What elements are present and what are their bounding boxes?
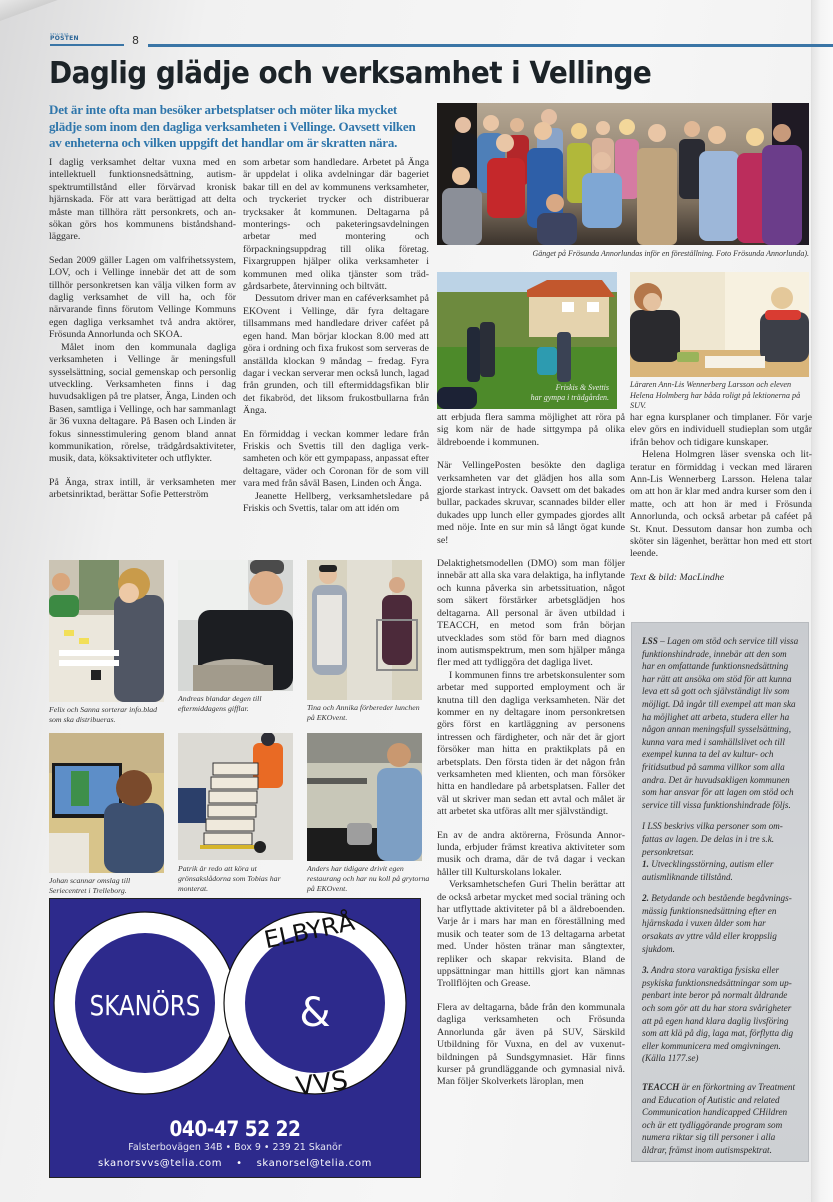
- ad-ampersand: &: [299, 990, 331, 1036]
- teacch-definition: [642, 1081, 799, 1157]
- tina-photo: [307, 560, 422, 700]
- page-number: 8: [132, 34, 139, 47]
- paragraph: Verksamhetschefen Guri Thelin berättar att de också arbetar mycket med social träning och har utflyttade aktiviteter på bl a äldreboenden. Varje år i mars har man en föreställning med musik och teater som de 13 deltagarna arbetat med. Under hösten tränar man sångtexter, repliker och skapar rekvisita. Bland de uppsättningar man hittills gjort kan nämnas Trollflöjten och Grease.: [437, 879, 625, 990]
- paragraph: En förmiddag i veckan kommer ledare från Friskis och Svettis till den dagliga verksamheten och kör ett gympapass, anpassat efter deltagare, väder och Coronan för de som vill vara med från såväl Basen, Linden och Änga.: [243, 428, 429, 490]
- newspaper-logo: [50, 33, 92, 42]
- johan-photo-caption: Johan scannar omslag till Seriecentret i Trelleborg.: [49, 876, 131, 895]
- item-text: Andra stora varaktiga fysiska eller psykiska funktionsnedsättningar som uppenbart inte beror på normalt åldrande och som gör att du har stora svårigheter att på egen hand klara daglig livsföring som att klä på dig, laga mat, förflytta dig eller kommunicera med omgivningen. (Källa 1177.se): [642, 965, 794, 1064]
- article-ingress: Det är inte ofta man besöker arbetsplatser och möter lika mycket glädje som inom den dagliga verksamheten i Vellinge. Oavsett vilken av enheterna och vilken uppgift det handlar om är skratten nära.: [49, 102, 416, 150]
- logo-small-text: VELLINGE: [50, 32, 69, 36]
- teacher-photo: [630, 272, 809, 377]
- andreas-photo: [178, 560, 293, 691]
- felix-photo-caption: Felix och Sanna sorterar info.blad som ska distribueras.: [49, 705, 158, 724]
- lss-intro-text: I LSS beskrivs vilka personer som omfattas av lagen. De delas in i tre s.k. personkretsar.: [642, 821, 783, 857]
- personkrets-2: [642, 892, 799, 955]
- ad-email-el[interactable]: skanorsel@telia.com: [256, 1158, 372, 1169]
- group-photo-caption: Gänget på Frösunda Annorlundas inför en föreställning. Foto Frösunda Annorlunda).: [532, 249, 809, 258]
- paragraph: Helena Holmgren läser svenska och litteratur en förmiddag i veckan med läraren Ann-Lis Wennerberg Larsson. Helena talar om att hon är klar med andra kurser som den i matte, och att hon är med i Frösunda Annorlunda, och också arbetar på caféet på St. Knut. Dessutom dansar hon zumba och sköter sin lägenhet, berättar hon med ett stort leende.: [630, 449, 812, 560]
- andreas-photo-image: [178, 560, 293, 691]
- group-photo-image: [437, 103, 809, 245]
- ad-brand-top: ELBYRÅ: [261, 907, 358, 955]
- article-column-2: [243, 157, 429, 515]
- ad-brand-left: SKANÖRS: [89, 989, 201, 1023]
- teacher-photo-caption: Läraren Ann-Lis Wennerberg Larsson och eleven Helena Holmberg har båda roligt på lektionerna på SUV.: [630, 380, 801, 410]
- andreas-photo-caption: Andreas blandar degen till eftermiddagens gifflar.: [178, 694, 262, 713]
- ad-brand-bottom: VVS: [294, 1065, 350, 1103]
- lss-factbox: [631, 622, 809, 1162]
- personkrets-1: [642, 858, 799, 883]
- group-photo: [437, 103, 809, 245]
- personkrets-3: [642, 964, 799, 1065]
- garden-photo-image: [437, 272, 617, 409]
- item-text: Utvecklingsstörning, autism eller autismliknande tillstånd.: [642, 859, 774, 882]
- ad-phone-number: 040-47 52 22: [169, 1117, 301, 1141]
- logo-text: POSTEN: [50, 35, 79, 42]
- ad-email-vvs[interactable]: skanorsvvs@telia.com: [98, 1158, 223, 1169]
- paragraph: I kommunen finns tre arbetskonsulenter som arbetar med supported employment och är knutna till den dagliga verksamheten. När det kommer en ny deltagare inom personkretsen görs först en kartläggning av personens intressen och färdigheter, och när det är gjort försöker man hitta en praktikplats på en arbetsplats. Den första tiden är det någon från verksamheten med klienten, och man försöker hitta en handledare på arbetsplatsen. Faller det väl ut skriver man sedan ett avtal och målet är att arbetet ska utföras allt mer självständigt.: [437, 669, 625, 818]
- paragraph: När VellingePosten besökte den dagliga verksamheten var det glädjen hos alla som gjorde starkast intryck. Oavsett om det bakades bullar, packades skruvar, scannades bilder eller dukades upp lunch eller gympades gjordes allt med nöje. Inte en sur min så långt ögat kunde se!: [437, 460, 625, 546]
- anders-photo-caption: Anders har tidigare drivit egen restaurang och har nu koll på grytorna på EKOvent.: [307, 864, 430, 893]
- paragraph: som arbetar som handledare. Arbetet på Änga är uppdelat i olika avdelningar där bageriet bakar till en del av kommunens verksamheter, och tryckeriet trycker och distribuerar trycksaker åt kommunen. Deltagarna på monterings- och paketeringsavdelningen arbetar med montering och förpackningsuppdrag till olika företag. Fixargruppen hjälper olika verksamheter i kommunen med olika tjänster som trädgårdsarbete, återvinning och biltvätt.: [243, 157, 429, 293]
- page-edge: [811, 0, 833, 1202]
- lss-intro: [642, 820, 799, 858]
- garden-caption-line2: har gympa i trädgården.: [530, 393, 609, 402]
- byline: Text & bild: MacLindhe: [630, 571, 725, 583]
- paragraph: Målet inom den kommunala dagliga verksamheten i Vellinge är meningsfull sysselsättning, social gemenskap och personlig utveckling. Verksamheten finns i dag huvudsakligen på tre platser, Änga, Linden och Basen, samtliga i Vellinge, och har sammanlagt är 36 vuxna deltagare. På Basen och Linden är fokus sinnesstimulering genom bland annat kommunikation, rörelse, trädgårdsaktiviteter, musik, data, köksaktiviteter och utflykter.: [49, 341, 236, 465]
- paragraph: Sedan 2009 gäller Lagen om valfrihetssystem, LOV, och i Vellinge innebär det att de som tillhör personkretsen kan välja vilken form av daglig verksamhet de vill ha, och för närvarande finns förutom Vellinge Kommuns egen dagliga verksamhet två andra aktörer, Frösunda Annorlunda och SKOA.: [49, 254, 236, 341]
- tina-photo-caption: Tina och Annika förbereder lunchen på EKOvent.: [307, 703, 420, 722]
- item-number: 3.: [642, 965, 649, 976]
- tina-photo-image: [307, 560, 422, 700]
- paragraph: Flera av deltagarna, både från den kommunala dagliga verksamheten och Frösunda Annorlunda går även på SUV, Särskild Utbildning för Vuxna, en del av vuxenutbildningen på Sundsgymnasiet. Här finns kurser på grundläggande och gymnasial nivå. Man följer Skolverkets läroplan, men: [437, 1001, 625, 1088]
- anders-photo-image: [307, 733, 422, 861]
- item-text: Betydande och bestående begåvningsmässig funktionsnedsättning efter en hjärnskada i vuxen ålder som har orsakats av yttre våld eller kroppslig sjukdom.: [642, 893, 792, 954]
- johan-photo-image: [49, 733, 164, 873]
- page-curl: [0, 0, 60, 30]
- johan-photo: [49, 733, 164, 873]
- masthead-rule-short: [50, 44, 124, 46]
- paragraph: I daglig verksamhet deltar vuxna med en intellektuell funktionsnedsättning, autismspektrumtillstånd eller förvärvad kronisk hjärnskada. För att vara berättigad att delta måste man tillhöra rätt personkrets, och ansökan görs hos kommunens biståndshandläggare.: [49, 157, 236, 243]
- ad-address: Falsterbovägen 34B • Box 9 • 239 21 Skanör: [128, 1142, 342, 1153]
- paragraph: På Änga, strax intill, är verksamheten mer arbetsinriktad, berättar Sofie Petterström: [49, 476, 236, 501]
- lss-text: – Lagen om stöd och service till vissa funktionshindrade, innebär att den som har en omfattande funktionsnedsättning har rätt att ansöka om stöd för att kunna leva ett så gott och självständigt liv som möjligt. Då ingår till exempel att man ska ha möjlighet att arbeta, studera eller ha någon annan meningsfull sysselsättning, kunna vara med i samhällslivet och till exempel kunna ta del av kultur- och fritidsutbud på samma villkor som alla andra. Det är huvudsakligen kommunen som har ansvar för att lagen om stöd och service till vissa funktionshindrade följs.: [642, 636, 799, 810]
- teacch-text: är en förkortning av Treatment and Education of Autistic and related Communication handicapped CHildren och är ett tydliggörande program som numera riktar sig till personer i alla åldrar, främst inom autismspektrat.: [642, 1082, 796, 1155]
- patrik-photo-caption: Patrik är redo att köra ut grönsakslådorna som Tobias har monterat.: [178, 864, 281, 893]
- felix-photo: [49, 560, 164, 702]
- lss-definition: [642, 635, 799, 811]
- paragraph: Dessutom driver man en caféverksamhet på EKOvent i Vellinge, där fyra deltagare tillsammans med handledare driver caféet på egen hand. Man börjar klockan 8.00 med att göra i ordning och fixa frukost som serveras de anställda klockan 9 måndag – fredag. Fyra dagar i veckan serverar men också lunch, lagad från grunden, och till eftermiddagsfikan blir det fikabröd, det liksom frukostbullarna från Änga.: [243, 293, 429, 417]
- paragraph: En av de andra aktörerna, Frösunda Annorlunda, erbjuder främst kreativa aktiviteter som musik och drama, där de två dagar i veckan håller till Kulturskolans lokaler.: [437, 829, 625, 878]
- paragraph: Delaktighetsmodellen (DMO) som man följer innebär att alla ska vara delaktiga, ha inflytande och kunna påverka sin arbetssituation, något som säkert förstärker arbetsglädjen hos deltagarna. All personal är även utbildad i TEACCH, en metod som från början utvecklades som stöd för barn med diagnos inom autismspektrum, men som hjälper många fler med att tydliggöra det dagliga livet.: [437, 558, 625, 669]
- anders-photo: [307, 733, 422, 861]
- item-number: 1.: [642, 859, 649, 870]
- garden-caption-line1: Friskis & Svettis: [555, 383, 609, 392]
- patrik-photo: [178, 733, 293, 860]
- masthead: [50, 33, 810, 47]
- article-column-3: [437, 412, 625, 1089]
- felix-photo-image: [49, 560, 164, 702]
- item-number: 2.: [642, 893, 649, 904]
- lss-term: LSS: [642, 636, 658, 646]
- masthead-rule-long: [148, 44, 833, 47]
- skanors-elbyra-vvs-ad: [49, 898, 421, 1178]
- ad-email-separator: •: [236, 1158, 243, 1169]
- paragraph: att erbjuda flera samma möjlighet att röra på sig kom när de hade sittgympa på olika äldreboende i kommunen.: [437, 412, 625, 448]
- paragraph: Jeanette Hellberg, verksamhetsledare på Friskis och Svettis, talar om att idén om: [243, 490, 429, 514]
- article-column-4: [630, 412, 812, 595]
- ad-emails: [50, 1158, 420, 1169]
- garden-photo: [437, 272, 617, 409]
- teacch-term: TEACCH: [642, 1082, 680, 1092]
- teacher-photo-image: [630, 272, 809, 377]
- paragraph: har egna kursplaner och timplaner. För varje elev görs en individuell studieplan som utgår ifrån behov och tidigare kunskaper.: [630, 412, 812, 448]
- patrik-photo-image: [178, 733, 293, 860]
- article-headline: Daglig glädje och verksamhet i Vellinge: [49, 56, 652, 91]
- article-column-1: [49, 157, 236, 502]
